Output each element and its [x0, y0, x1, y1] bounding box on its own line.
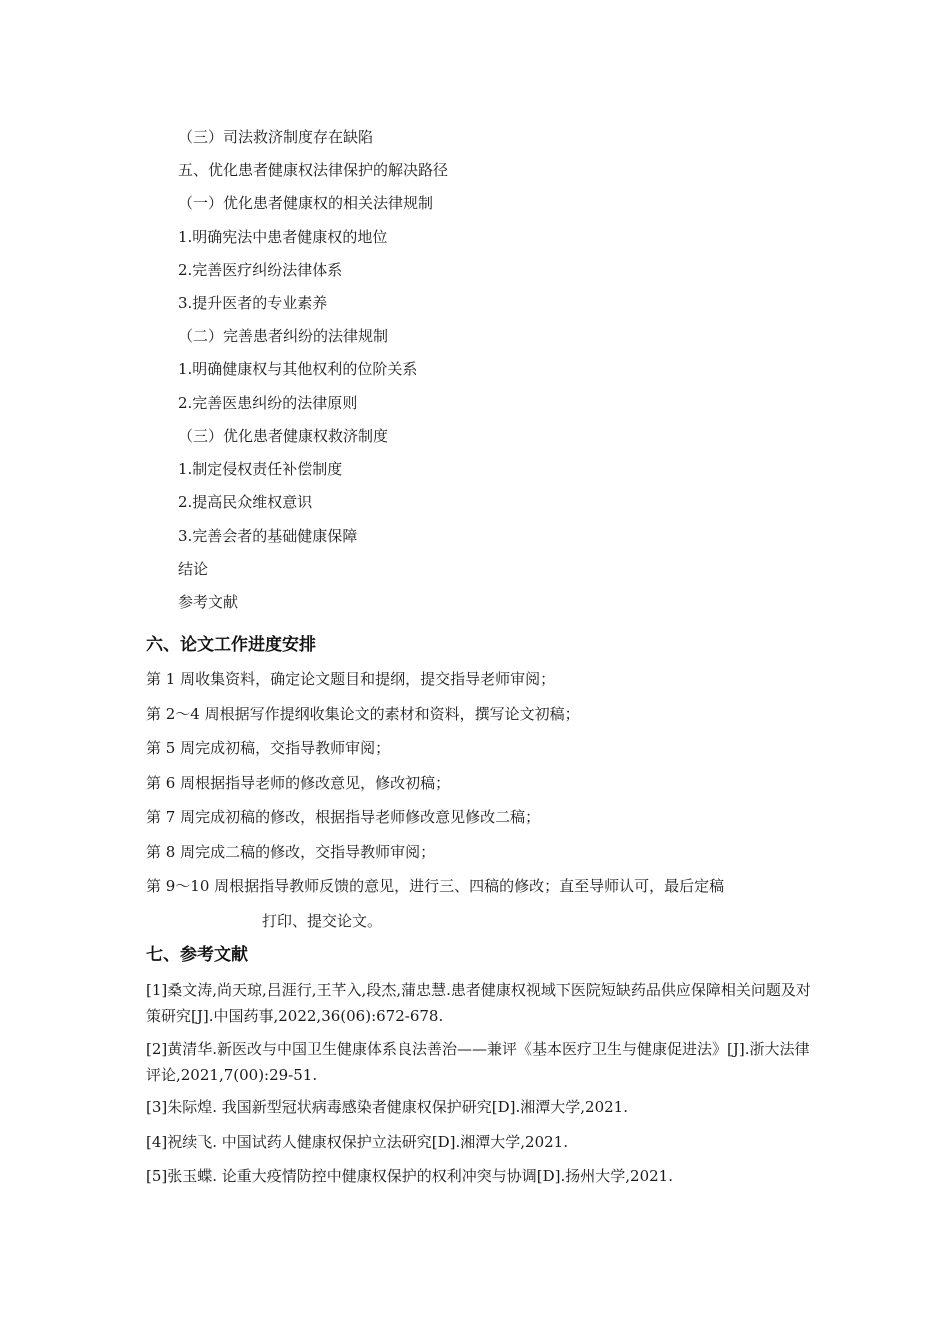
outline-item: （三）司法救济制度存在缺陷 — [178, 128, 374, 146]
schedule-line: 第 5 周完成初稿，交指导教师审阅； — [146, 739, 391, 757]
references-heading: 七、参考文献 — [146, 945, 248, 965]
outline-item: （一）优化患者健康权的相关法律规制 — [178, 194, 434, 212]
reference-item: [1]桑文涛,尚天琼,吕涯行,王芊入,段杰,蒲忠慧.患者健康权视域下医院短缺药品供应保障相关问题及对策研究[J].中国药事,2022,36(06):672-678. — [146, 981, 811, 1025]
outline-item: （二）完善患者纠纷的法律规制 — [178, 327, 389, 345]
outline-section-heading: 五、优化患者健康权法律保护的解决路径 — [178, 161, 449, 179]
schedule-continuation: 打印、提交论文。 — [262, 912, 383, 930]
outline-item: 1.明确健康权与其他权利的位阶关系 — [178, 360, 418, 378]
outline-item: 1.制定侵权责任补偿制度 — [178, 460, 343, 478]
reference-item: [5]张玉蝶. 论重大疫情防控中健康权保护的权利冲突与协调[D].扬州大学,2021. — [146, 1167, 673, 1185]
schedule-heading: 六、论文工作进度安排 — [146, 635, 316, 655]
reference-item: [2]黄清华.新医改与中国卫生健康体系良法善治——兼评《基本医疗卫生与健康促进法》[J].浙大法律评论,2021,7(00):29-51. — [146, 1040, 810, 1084]
outline-item: 3.完善会者的基础健康保障 — [178, 527, 358, 545]
outline-item: 参考文献 — [178, 593, 239, 611]
outline-item: 2.提高民众维权意识 — [178, 493, 313, 511]
outline-item: （三）优化患者健康权救济制度 — [178, 427, 389, 445]
schedule-line: 第 1 周收集资料，确定论文题目和提纲，提交指导老师审阅； — [146, 670, 556, 688]
schedule-line: 第 2～4 周根据写作提纲收集论文的素材和资料，撰写论文初稿； — [146, 705, 580, 723]
reference-item: [3]朱际煌. 我国新型冠状病毒感染者健康权保护研究[D].湘潭大学,2021. — [146, 1098, 628, 1116]
outline-item: 2.完善医患纠纷的法律原则 — [178, 394, 358, 412]
schedule-line: 第 8 周完成二稿的修改，交指导教师审阅； — [146, 843, 436, 861]
schedule-line: 第 6 周根据指导老师的修改意见，修改初稿； — [146, 774, 451, 792]
outline-item: 结论 — [178, 560, 209, 578]
schedule-line: 第 9～10 周根据指导教师反馈的意见，进行三、四稿的修改；直至导师认可，最后定稿 — [146, 877, 725, 895]
outline-item: 3.提升医者的专业素养 — [178, 294, 328, 312]
reference-item: [4]祝续飞. 中国试药人健康权保护立法研究[D].湘潭大学,2021. — [146, 1133, 568, 1151]
outline-item: 2.完善医疗纠纷法律体系 — [178, 261, 343, 279]
outline-item: 1.明确宪法中患者健康权的地位 — [178, 228, 388, 246]
schedule-line: 第 7 周完成初稿的修改，根据指导老师修改意见修改二稿； — [146, 808, 541, 826]
